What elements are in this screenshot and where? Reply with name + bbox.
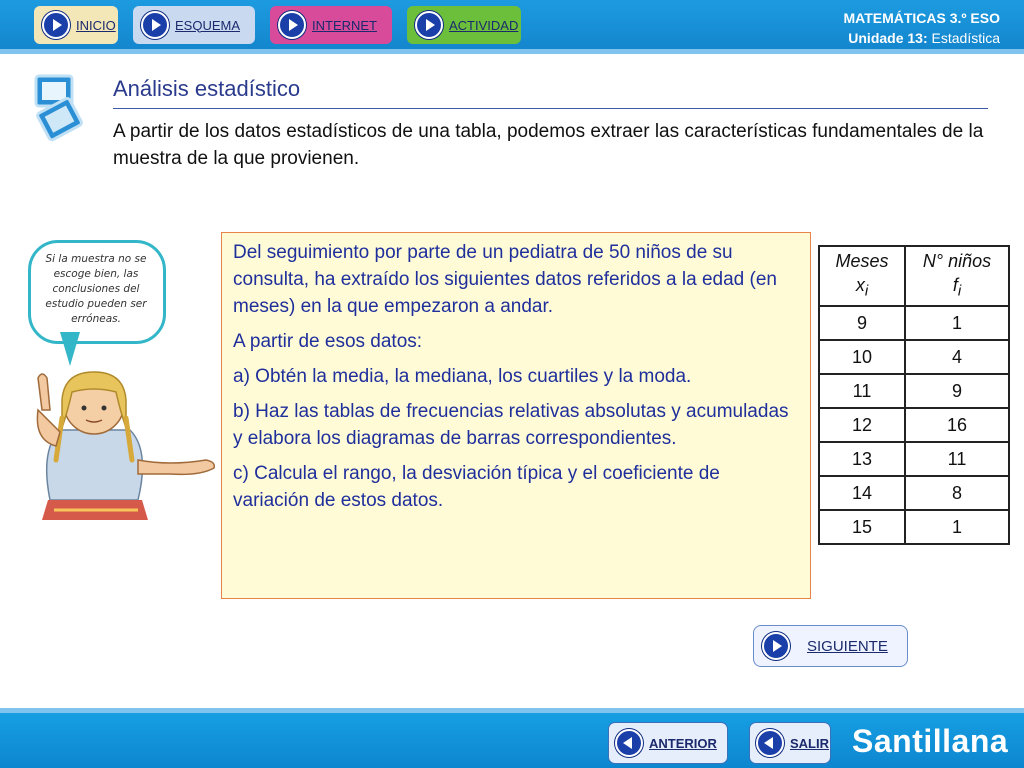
nav-esquema-button[interactable]	[133, 6, 255, 44]
col-header-children-sub: i	[957, 282, 962, 300]
back-button[interactable]	[608, 722, 728, 764]
col-header-months	[819, 246, 905, 306]
table-cell: 12	[819, 408, 905, 442]
table-cell: 10	[819, 340, 905, 374]
next-button-label: SIGUIENTE	[807, 637, 888, 655]
brand-logo: Santillana	[852, 723, 1009, 759]
table-row	[819, 374, 1009, 408]
col-header-months-sub: i	[864, 282, 869, 300]
table-cell: 13	[819, 442, 905, 476]
table-cell: 9	[905, 374, 1009, 408]
play-icon	[415, 11, 443, 39]
nav-actividad-button[interactable]	[407, 6, 521, 44]
problem-paragraph: Del seguimiento por parte de un pediatra de 50 niños de su consulta, ha extraído los siguientes datos referidos a la edad (en meses) en la que empezaron a andar.	[233, 242, 777, 317]
title-divider	[113, 108, 988, 109]
nav-inicio-button[interactable]	[34, 6, 118, 44]
speech-bubble-tail	[60, 332, 80, 366]
nav-inicio-label: INICIO	[76, 17, 116, 33]
table-row	[819, 306, 1009, 340]
unit-name: Estadística	[931, 30, 1000, 46]
table-cell: 9	[819, 306, 905, 340]
col-header-children-label: N° niños	[922, 250, 992, 271]
play-icon	[278, 11, 306, 39]
table-row	[819, 476, 1009, 510]
back-button-label: ANTERIOR	[649, 735, 717, 751]
problem-paragraph: A partir de esos datos:	[233, 331, 423, 352]
problem-paragraph: b) Haz las tablas de frecuencias relativas absolutas y acumuladas y elabora los diagramas de barras correspondientes.	[233, 401, 789, 449]
table-cell: 4	[905, 340, 1009, 374]
table-row	[819, 340, 1009, 374]
col-header-children	[905, 246, 1009, 306]
problem-paragraph: a) Obtén la media, la mediana, los cuartiles y la moda.	[233, 366, 692, 387]
table-cell: 16	[905, 408, 1009, 442]
back-arrow-icon	[756, 729, 784, 757]
exit-button[interactable]	[749, 722, 831, 764]
problem-statement	[221, 232, 811, 599]
col-header-months-var: x	[855, 274, 865, 295]
play-icon	[762, 632, 790, 660]
table-cell: 15	[819, 510, 905, 544]
subject-header	[843, 8, 1000, 48]
unit-label: Unidade 13:	[848, 30, 928, 46]
table-row	[819, 442, 1009, 476]
page-title: Análisis estadístico	[113, 76, 301, 101]
nav-internet-button[interactable]	[270, 6, 392, 44]
table-cell: 11	[905, 442, 1009, 476]
nav-actividad-label: ACTIVIDAD	[449, 17, 519, 33]
back-arrow-icon	[615, 729, 643, 757]
table-cell: 1	[905, 510, 1009, 544]
play-icon	[42, 11, 70, 39]
nav-internet-label: INTERNET	[312, 17, 377, 33]
table-cell: 14	[819, 476, 905, 510]
exit-button-label: SALIR	[790, 735, 829, 751]
problem-paragraph: c) Calcula el rango, la desviación típica y el coeficiente de variación de estos datos.	[233, 463, 720, 511]
girl-illustration	[20, 370, 220, 520]
documents-icon	[32, 72, 88, 144]
table-cell: 11	[819, 374, 905, 408]
intro-text: A partir de los datos estadísticos de una tabla, podemos extraer las características fundamentales de la muestra de la que provienen.	[113, 121, 984, 169]
next-button[interactable]	[753, 625, 908, 667]
table-row	[819, 510, 1009, 544]
table-header-row	[819, 246, 1009, 306]
speech-bubble-text: Si la muestra no se escoge bien, las conclusiones del estudio pueden ser erróneas.	[45, 253, 147, 325]
frequency-table	[818, 245, 1010, 545]
table-cell: 1	[905, 306, 1009, 340]
play-icon	[141, 11, 169, 39]
col-header-children-var: f	[952, 274, 958, 295]
nav-esquema-label: ESQUEMA	[175, 17, 241, 33]
col-header-months-label: Meses	[835, 250, 889, 271]
table-cell: 8	[905, 476, 1009, 510]
table-row	[819, 408, 1009, 442]
course-title: MATEMÁTICAS 3.º ESO	[843, 10, 1000, 26]
